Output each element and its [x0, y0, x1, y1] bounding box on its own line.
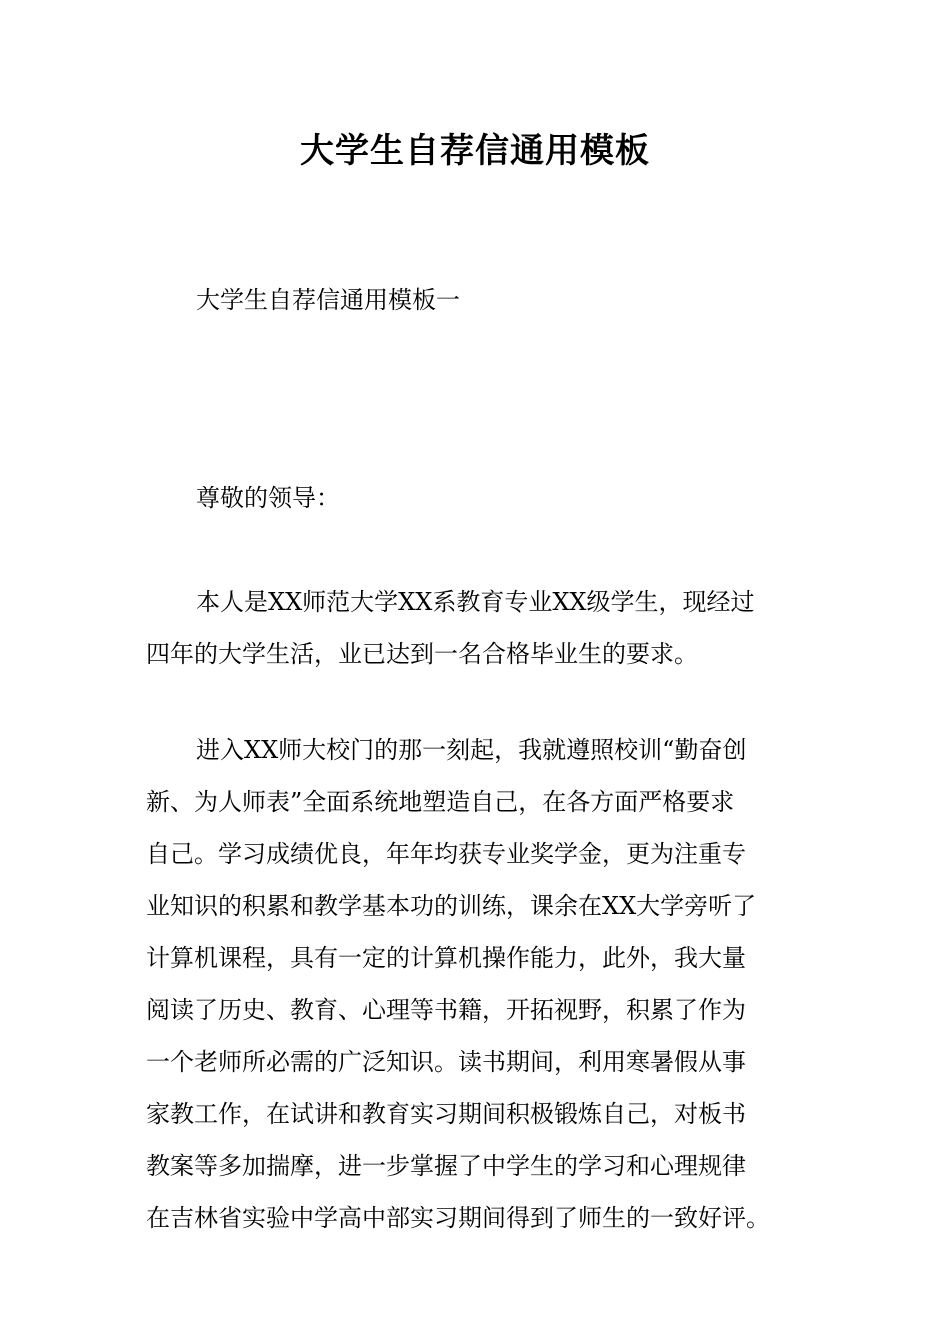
document-subtitle: 大学生自荐信通用模板一 [196, 286, 460, 314]
paragraph-line: 新、为人师表”全面系统地塑造自己，在各方面严格要求 [146, 788, 735, 816]
salutation: 尊敬的领导： [196, 484, 340, 512]
paragraph-line: 本人是XX师范大学XX系教育专业XX级学生，现经过 [196, 588, 755, 616]
paragraph-line: 在吉林省实验中学高中部实习期间得到了师生的一致好评。 [146, 1204, 770, 1232]
paragraph-line: 业知识的积累和教学基本功的训练，课余在XX大学旁听了 [146, 892, 757, 920]
paragraph-line: 计算机课程，具有一定的计算机操作能力，此外，我大量 [146, 944, 746, 972]
paragraph-intro [146, 576, 808, 680]
paragraph-line: 四年的大学生活，业已达到一名合格毕业生的要求。 [146, 640, 698, 668]
paragraph-line: 教案等多加揣摩，进一步掌握了中学生的学习和心理规律 [146, 1152, 746, 1180]
paragraph-line: 自己。学习成绩优良，年年均获专业奖学金，更为注重专 [146, 840, 746, 868]
paragraph-study [146, 724, 808, 1244]
paragraph-line: 一个老师所必需的广泛知识。读书期间，利用寒暑假从事 [146, 1048, 746, 1076]
paragraph-line: 阅读了历史、教育、心理等书籍，开拓视野，积累了作为 [146, 996, 746, 1024]
paragraph-line: 家教工作，在试讲和教育实习期间积极锻炼自己，对板书 [146, 1100, 746, 1128]
document-title: 大学生自荐信通用模板 [300, 131, 650, 171]
paragraph-line: 进入XX师大校门的那一刻起，我就遵照校训“勤奋创 [196, 736, 747, 764]
